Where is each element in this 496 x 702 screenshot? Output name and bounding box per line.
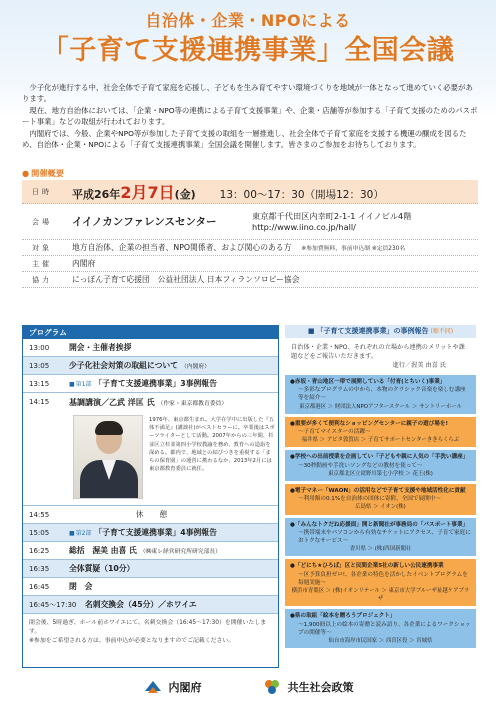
- page-title: 「子育て支援連携事業」全国会議: [41, 35, 455, 66]
- case-organizations: 福井県 ＞ アピタ敦賀店 ＞ 子育てサポートセンターききらくらぶ: [301, 437, 460, 444]
- cabinet-office-label: 内閣府: [168, 681, 202, 694]
- venue-url[interactable]: http://www.iino.co.jp/hall/: [252, 221, 356, 232]
- program-item: [69, 527, 278, 538]
- intro-text: [22, 82, 478, 150]
- program-item: [69, 397, 227, 408]
- program-item: 閉 会: [69, 582, 93, 591]
- program-item: [69, 545, 278, 556]
- program-row: [23, 560, 278, 578]
- case-organizations: 東京都北区立滝野川第七小学校 ＞ 花王(株): [328, 470, 433, 477]
- program-row: [23, 375, 278, 393]
- venue-key: 会場: [32, 217, 52, 226]
- case-title: ●学校への出前授業を企画してい「子どもや親に人気の「手洗い講座」: [290, 454, 469, 461]
- date-day: 2月7日: [120, 183, 175, 202]
- target-note: ※参加費無料、事前申込制 ※定員230名: [301, 246, 406, 252]
- case-organizations: 仙台市海岸市民国家 ＞ 西宮区役 ＞ 宮城県: [328, 638, 433, 645]
- host-row: [22, 256, 478, 272]
- date-value: [62, 180, 478, 203]
- program-row: [23, 339, 278, 357]
- case-title: ●「どにち★ひろば」区と民間企業5社の新しい公民連携事業: [290, 563, 444, 570]
- speaker-photo: [73, 415, 143, 499]
- cases-heading: [285, 325, 476, 338]
- kyosei-label: 共生社会政策: [287, 681, 354, 694]
- program-item: 開会・主催者挨拶: [69, 343, 132, 352]
- program-row: [23, 542, 278, 560]
- target-key: 対象: [32, 243, 52, 252]
- cases-moderator: 進行／渥美 由喜 氏: [392, 362, 446, 369]
- program-time: 13:05: [29, 361, 50, 370]
- coop-row: [22, 272, 478, 288]
- case-subtitle: ～30秒動画や手洗いソングなどの教材を使って～: [298, 462, 423, 469]
- program-row: [23, 524, 278, 542]
- footer-logos: [0, 672, 496, 702]
- program-time: 13:15: [29, 379, 50, 388]
- venue-value: [62, 211, 478, 233]
- summary-table: [22, 180, 478, 288]
- case-title: ●県の取組「絵本を贈ろうプロジェクト」: [290, 613, 396, 620]
- target-text: 地方自治体、企業の担当者、NPO関係者、および関心のある方: [72, 243, 292, 252]
- case-organizations: 香川県 ＞ (株)四国新聞社: [349, 546, 412, 553]
- cases-heading-text: 「子育て支援連携事業」の事例報告: [316, 327, 429, 335]
- case-subtitle: ～区予算負担ゼロ!、各企業の特色を活かしたイベントプログラムを毎週実施～: [298, 571, 468, 586]
- summary-heading: ● 開催概要: [22, 168, 64, 179]
- case-title: ●「みんなトクだね応援面」開と新聞社が事務局の「パスポート事業」: [290, 521, 469, 528]
- venue-address: 東京都千代田区内幸町2-1-1 イイノビル4階: [252, 210, 412, 221]
- case-subtitle: ～子育てマイスターの活躍～: [298, 429, 371, 436]
- venue-row: [22, 204, 478, 240]
- case-subtitle: ～携帯端末やパソコンから有効なチケットにアクセス、子育て家庭におトクなサービス～: [298, 529, 471, 545]
- date-time: 13：00～17：30（開場12：30）: [219, 189, 384, 201]
- case-item: [285, 484, 476, 515]
- kyosei-emblem-icon: [262, 677, 282, 697]
- kyosei-logo: [262, 677, 354, 697]
- program-item-text: 「子育て支援連携事業」3事例報告: [94, 379, 217, 388]
- program-heading: プログラム: [23, 326, 278, 339]
- case-item: [285, 609, 476, 648]
- title-subtitle: 自治体・企業・NPOによる: [145, 11, 351, 30]
- case-organizations: 広島県 ＞ イオン(株): [355, 504, 406, 511]
- host-value: 内閣府: [72, 259, 96, 268]
- case-item: [285, 450, 476, 481]
- coop-value: にっぽん子育て応援団 公益社団法人 日本フィランソロピー協会: [72, 275, 300, 284]
- part-badge: ■ 第2部: [69, 528, 92, 537]
- date-year: 平成26年: [72, 188, 121, 201]
- program-item-text: 総括 渥美 由喜 氏: [69, 546, 137, 555]
- intro-paragraph: 内閣府では、今般、企業やNPO等が参加した子育て支援の取組を一層推進し、社会全体で子育て家庭を支援する機運の醸成を図るため、自治体・企業・NPOによる「子育て支援連携事業」全国会議を開催します。皆さまのご参加をお待ちしております。: [22, 128, 467, 150]
- case-title: ●電子マネー「WAON」の活用などで子育て支援や地域活性化に貢献: [290, 488, 466, 495]
- case-item: [285, 375, 476, 414]
- date-row: [22, 180, 478, 204]
- program-item-note: （作家・東京都教育委員）: [157, 401, 228, 407]
- program-row: [23, 506, 278, 524]
- program-time: 14:55: [29, 510, 50, 519]
- program-item-note: （㈱東レ経営研究所研究部長）: [139, 549, 221, 555]
- program-time: 13:00: [29, 343, 50, 352]
- program-item-text: 「子育て支援連携事業」4事例報告: [94, 528, 217, 537]
- target-row: [22, 240, 478, 256]
- program-item-text: 基調講演／乙武 洋匡 氏: [69, 398, 155, 407]
- intro-paragraph: 現在、地方自治体においては、「企業・NPO等の連携による子育て支援事業」や、企業・店舗等が参加する「子育て支援のためのパスポート事業」などの取組が行われております。: [22, 105, 478, 127]
- program-row: [23, 596, 278, 614]
- intro-paragraph: 少子化が進行する中、社会全体で子育て家庭を応援し、子どもを生み育てやすい環境づくりを地域が一体となって進めていく必要があります。: [22, 83, 473, 104]
- case-subtitle: ～1,900冊以上の絵本の寄贈と読み語り、各企業によるワークショップの開催等～: [298, 621, 471, 636]
- case-list: [285, 375, 476, 648]
- program-row: [23, 357, 278, 375]
- program-time: 16:45: [29, 582, 50, 591]
- program-time: 16:25: [29, 546, 50, 555]
- case-organizations: 横浜市青葉区 ＞ (株)イオンリテール ＞ 東京市大学ブルーザ祉越ケアブラザ: [291, 588, 470, 603]
- date-key: 日時: [32, 187, 52, 196]
- venue-name: イイノカンファレンスセンター: [72, 216, 217, 228]
- cases-intro: [285, 338, 476, 372]
- target-value: [62, 242, 478, 253]
- date-weekday: (金): [174, 188, 196, 201]
- program-item: 全体質疑（10分）: [69, 564, 135, 573]
- coop-key: 協力: [32, 275, 52, 284]
- case-subtitle: ～多彩なプログラムの中から、本物のクラシック音楽を楽しむ講座等を紹介～: [298, 387, 466, 402]
- program-time: 15:05: [29, 528, 50, 537]
- case-item: [285, 417, 476, 448]
- program-item-text: 少子化社会対策の取組について: [69, 361, 178, 370]
- case-item: [285, 518, 476, 557]
- program-item: 休 憩: [135, 510, 172, 519]
- cabinet-office-logo: [143, 677, 202, 697]
- case-subtitle: ～利用額の0.1%を自治体の団体に寄附、全国で展開中～: [298, 496, 441, 503]
- program-note: 閉会後、5時過ぎ、ホール前ホワイエにて、名刺交換会（16:45～17:30）を開催いたします。 ※参加をご希望される方は、事前申込が必要となりますのでご記載ください。: [29, 620, 267, 644]
- program-item: 名刺交換会（45分）／ホワイエ: [85, 600, 197, 609]
- speaker-bio: 1976年、東京都生まれ。大学在学中に出版した『五体不満足』(講談社)がベストセラーに。卒業後はスポーツライターとして活動。2007年からの三年間、杉並区立杉並第四小学校教諭を務め、教育への造詣を深める。都内で、地域との結びつきを重視する「まちの保育園」の運営に携わるなか、2013年2月には東京都教育委員に就任。: [149, 417, 275, 473]
- case-item: [285, 559, 476, 606]
- part-badge: ■ 第1部: [69, 379, 92, 388]
- case-title: ●重要が多くて便利なショッピングセンターに親子の遊び場を!: [290, 420, 449, 427]
- program-time: 16:35: [29, 564, 50, 573]
- cases-heading-note: (順不同): [430, 328, 454, 335]
- program-item: [69, 378, 278, 389]
- host-key: 主催: [32, 259, 52, 268]
- venue-address-block: [252, 211, 411, 233]
- program-item-note: （内閣府）: [181, 364, 210, 370]
- program-panel: [22, 325, 279, 668]
- program-item: [69, 360, 278, 371]
- keynote-block: [23, 393, 278, 506]
- cases-intro-text: 自治体・企業・NPO、それぞれの立場から連携のメリットや課題などをご報告いただきます。: [291, 344, 465, 360]
- cabinet-office-emblem-icon: [143, 677, 163, 697]
- program-row: [23, 578, 278, 596]
- cases-panel: [285, 325, 476, 668]
- case-title: ●赤坂・青山地区一帯で展開している「付育(とちいく)事業」: [290, 379, 446, 385]
- case-organizations: 東京都港区 ＞ 財団法人NPOアフタースクール ＞ サントリーホール: [299, 403, 462, 410]
- program-time: 16:45～17:30: [29, 600, 77, 609]
- photo-hair: [95, 421, 123, 435]
- program-time: 14:15: [29, 398, 50, 406]
